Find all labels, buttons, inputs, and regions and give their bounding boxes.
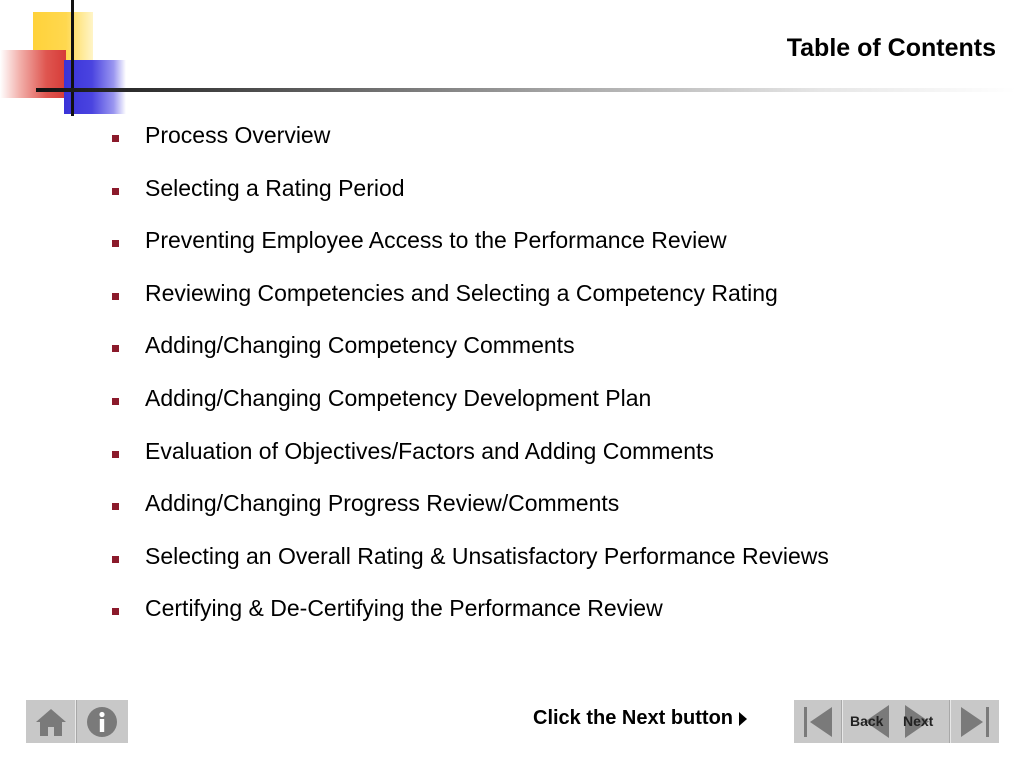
navigation-bar — [794, 700, 999, 743]
toc-item[interactable] — [112, 175, 829, 228]
skip-to-end-icon — [957, 705, 993, 739]
bullet-icon — [112, 503, 119, 510]
toc-item[interactable] — [112, 332, 829, 385]
back-button[interactable]: Back — [850, 713, 884, 729]
toc-item-label: Preventing Employee Access to the Performance Review — [145, 227, 727, 254]
toc-item-label: Selecting an Overall Rating & Unsatisfactory Performance Reviews — [145, 542, 829, 569]
toc-item-label: Evaluation of Objectives/Factors and Adding Comments — [145, 437, 714, 464]
bullet-icon — [112, 556, 119, 563]
utility-controls — [26, 700, 128, 743]
first-page-button[interactable] — [794, 700, 842, 743]
toc-item[interactable] — [112, 490, 829, 543]
toc-item[interactable] — [112, 227, 829, 280]
last-page-button[interactable] — [950, 700, 999, 743]
toc-item-label: Reviewing Competencies and Selecting a Competency Rating — [145, 279, 778, 306]
toc-item-label: Selecting a Rating Period — [145, 174, 405, 201]
toc-item[interactable] — [112, 595, 829, 648]
bullet-icon — [112, 608, 119, 615]
bullet-icon — [112, 293, 119, 300]
toc-item[interactable] — [112, 122, 829, 175]
next-instruction — [533, 707, 747, 730]
bullet-icon — [112, 451, 119, 458]
info-icon — [85, 705, 119, 739]
table-of-contents — [112, 122, 829, 648]
bullet-icon — [112, 240, 119, 247]
bullet-icon — [112, 345, 119, 352]
toc-item[interactable] — [112, 438, 829, 491]
toc-item-label: Adding/Changing Progress Review/Comments — [145, 490, 620, 517]
logo-vertical-line — [71, 0, 74, 116]
skip-to-start-icon — [800, 705, 836, 739]
home-icon — [34, 706, 68, 738]
back-next-group — [842, 700, 950, 743]
toc-item-label: Adding/Changing Competency Comments — [145, 332, 575, 359]
page-title: Table of Contents — [786, 34, 996, 62]
toc-item[interactable] — [112, 385, 829, 438]
home-button[interactable] — [26, 700, 76, 743]
title-divider — [36, 88, 1016, 92]
play-arrow-icon — [739, 712, 747, 726]
toc-item-label: Process Overview — [145, 122, 331, 148]
toc-item[interactable] — [112, 280, 829, 333]
instruction-text: Click the Next button — [533, 707, 734, 729]
toc-item[interactable] — [112, 543, 829, 596]
bullet-icon — [112, 398, 119, 405]
bullet-icon — [112, 188, 119, 195]
next-button[interactable]: Next — [903, 713, 934, 729]
bullet-icon — [112, 135, 119, 142]
info-button[interactable] — [76, 700, 126, 743]
toc-item-label: Adding/Changing Competency Development Plan — [145, 384, 652, 411]
toc-item-label: Certifying & De-Certifying the Performance Review — [145, 595, 663, 622]
